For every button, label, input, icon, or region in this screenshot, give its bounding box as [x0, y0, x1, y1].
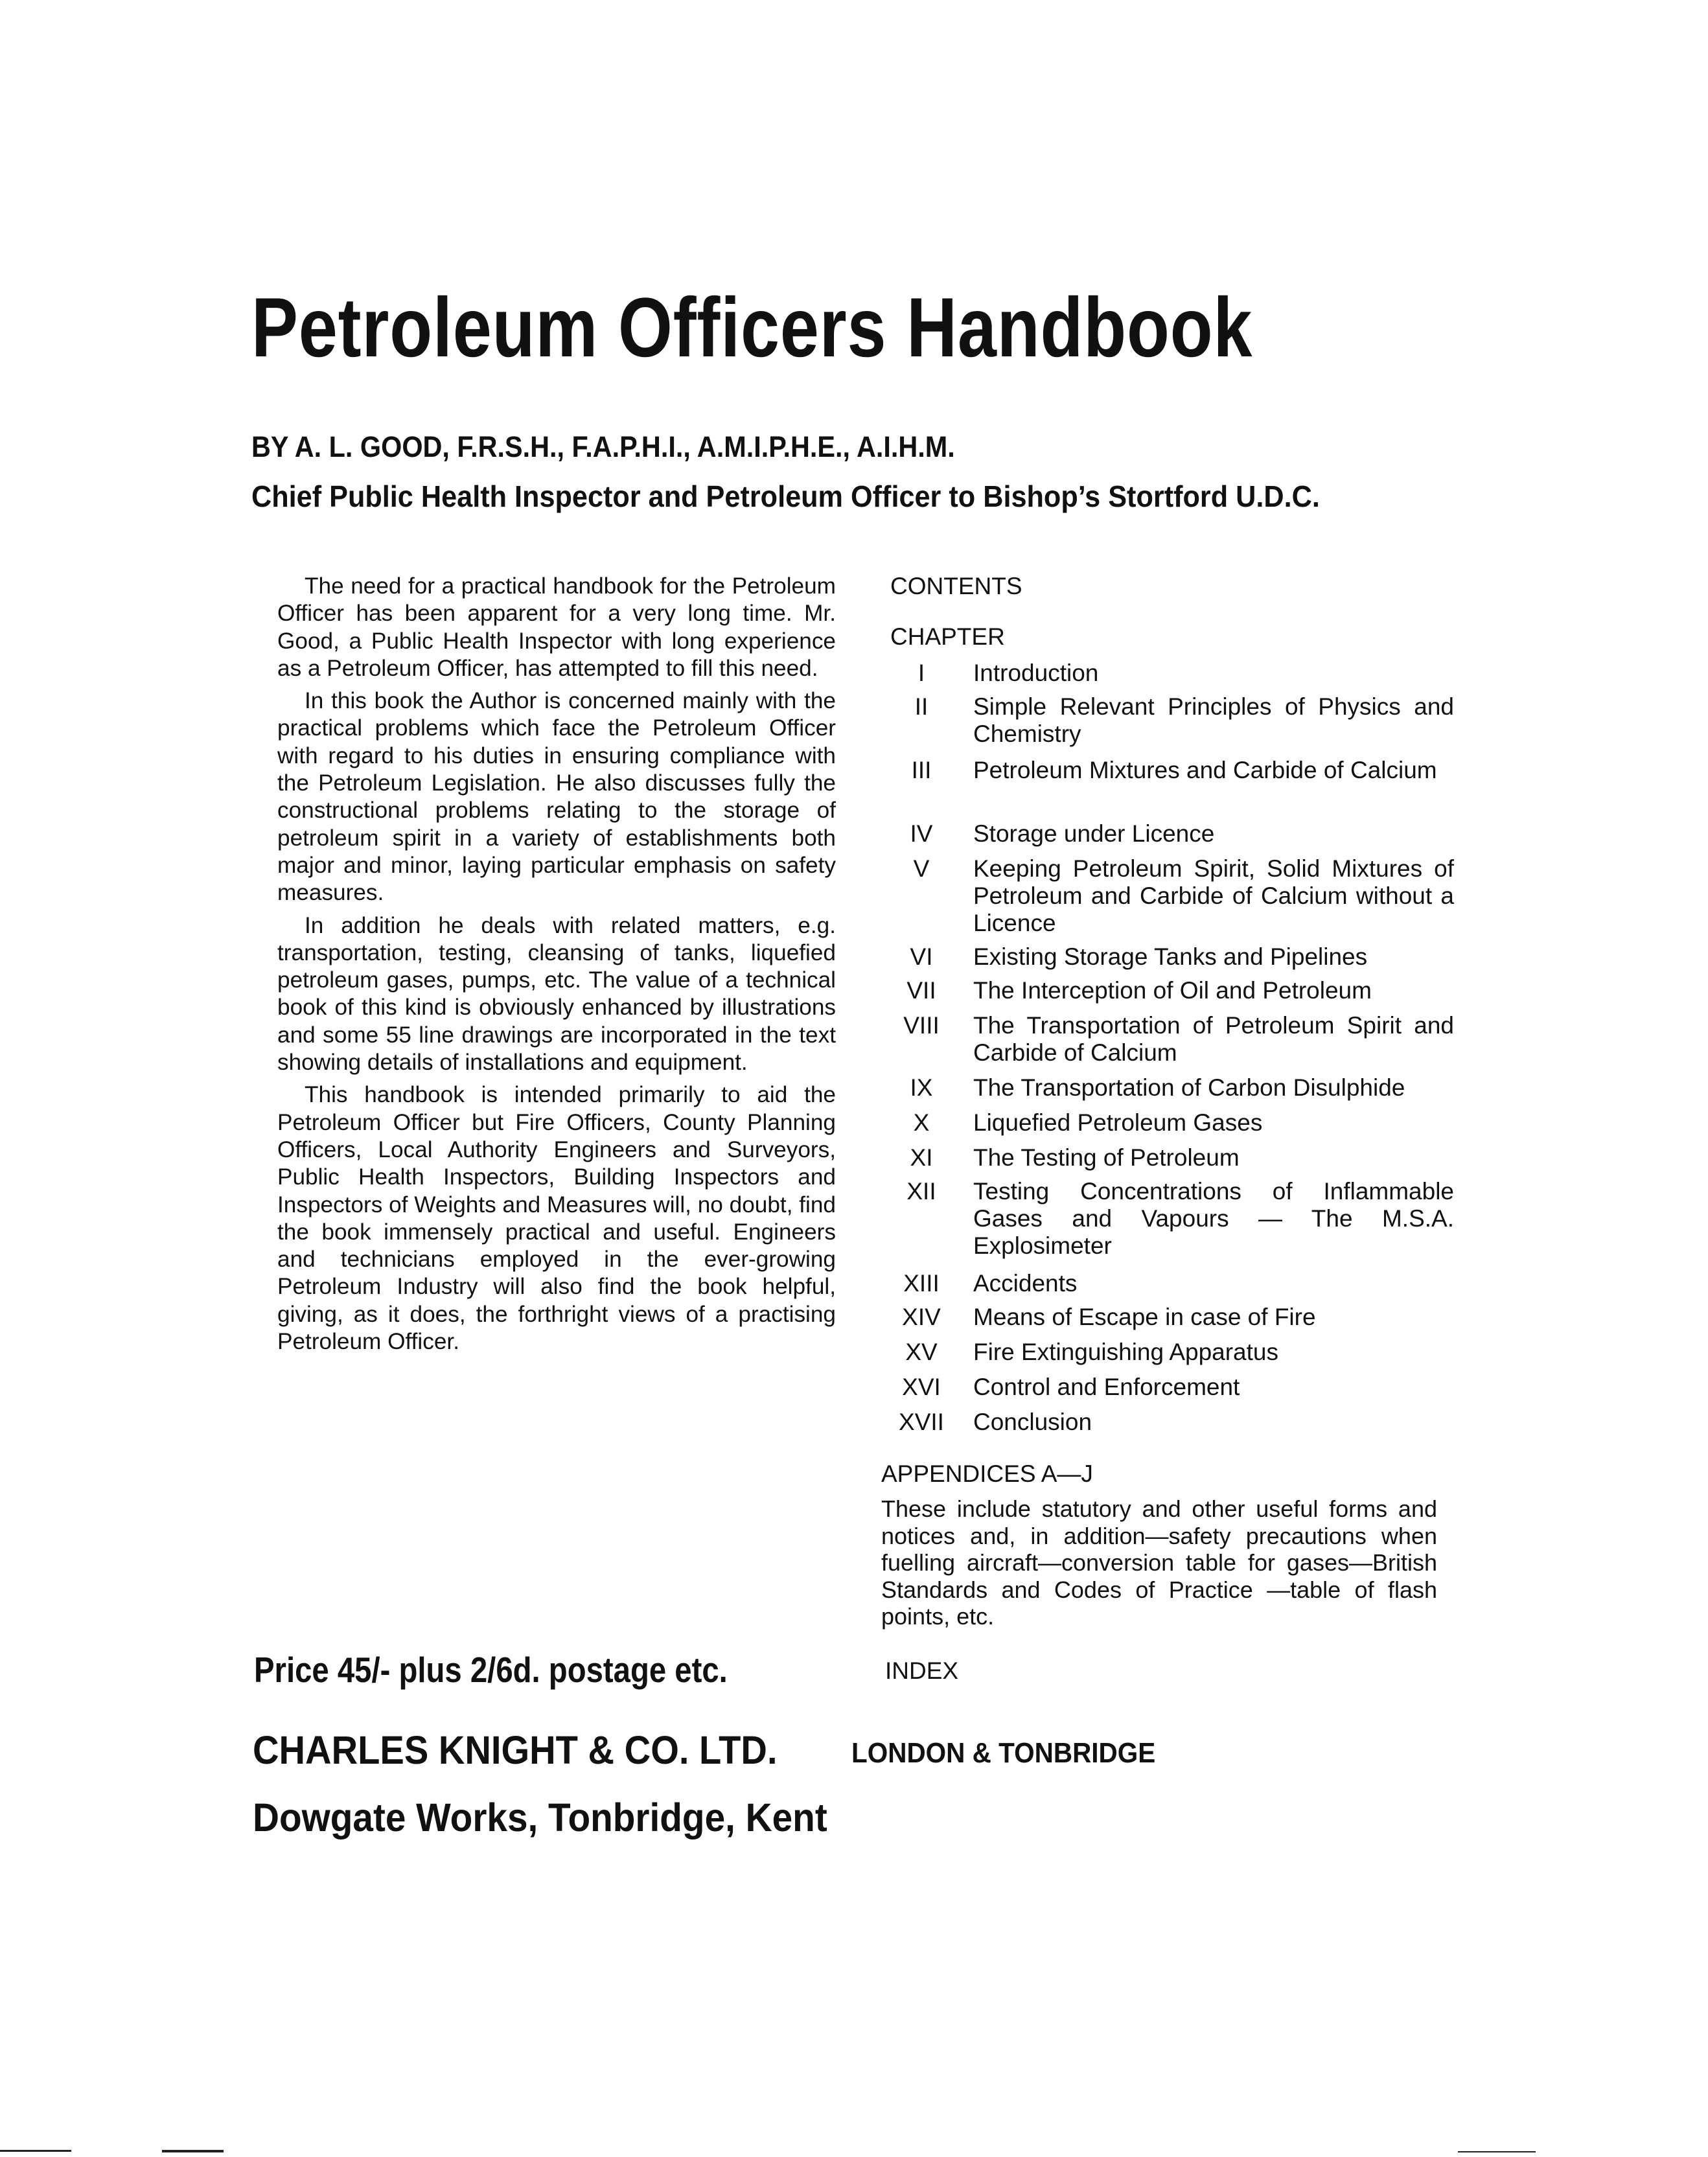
chapter-title: Testing Concentrations of Inflammable Gases and Vapours — The M.S.A. Explosimeter [973, 1178, 1454, 1259]
publisher-address: Dowgate Works, Tonbridge, Kent [253, 1795, 827, 1840]
chapter-title: The Testing of Petroleum [973, 1144, 1240, 1171]
description-paragraph: In this book the Author is concerned mainly with the practical problems which face the Petroleum Officer with regard to his duties in ensuring compliance with the Petroleum Legislation. He also discusses fully the constructional problems relating to the storage of petroleum spirit in a variety of establishments both major and minor, laying particular emphasis on safety measures. [277, 688, 836, 906]
chapter-number: XIII [903, 1270, 940, 1297]
chapter-number: V [913, 855, 930, 882]
chapter-title: The Transportation of Carbon Disulphide [973, 1074, 1405, 1101]
chapter-heading: CHAPTER [890, 623, 1005, 650]
contents-heading: CONTENTS [890, 573, 1022, 599]
chapter-number: XI [910, 1144, 933, 1171]
chapter-title: Accidents [973, 1270, 1078, 1297]
chapter-title: Fire Extinguishing Apparatus [973, 1339, 1278, 1365]
chapter-number: IX [910, 1074, 933, 1101]
chapter-number: IV [910, 820, 933, 847]
chapter-title: Existing Storage Tanks and Pipelines [973, 943, 1368, 970]
author-affiliation: Chief Public Health Inspector and Petroleum Officer to Bishop’s Stortford U.D.C. [251, 479, 1320, 513]
description-paragraph: In addition he deals with related matters, e.g. transportation, testing, cleansing of tanks, liquefied petroleum gases, pumps, etc. The value of a technical book of this kind is obviously enhanced by illustrations and some 55 line drawings are incorporated in the text showing details of installations and equipment. [277, 912, 836, 1076]
appendices-text: These include statutory and other useful forms and notices and, in addition—safety precautions when fuelling aircraft—conversion table for gases—British Standards and Codes of Practice —table of flash points, etc. [881, 1495, 1437, 1630]
author-byline: BY A. L. GOOD, F.R.S.H., F.A.P.H.I., A.M.I.P.H.E., A.I.H.M. [251, 430, 955, 463]
page-title: Petroleum Officers Handbook [251, 280, 1253, 375]
chapter-title: Conclusion [973, 1409, 1092, 1435]
scan-artifact [0, 2150, 71, 2152]
chapter-title: The Interception of Oil and Petroleum [973, 977, 1372, 1004]
scan-artifact [162, 2150, 224, 2152]
chapter-number: XIV [902, 1304, 941, 1330]
chapter-number: XII [906, 1178, 936, 1205]
chapter-title: Control and Enforcement [973, 1374, 1240, 1400]
chapter-title: Petroleum Mixtures and Carbide of Calcium [973, 757, 1437, 783]
chapter-number: XV [905, 1339, 938, 1365]
publisher-name: CHARLES KNIGHT & CO. LTD. [253, 1728, 778, 1772]
chapter-title: Storage under Licence [973, 820, 1215, 847]
chapter-number: III [911, 757, 932, 783]
index-heading: INDEX [885, 1657, 959, 1684]
chapter-number: X [913, 1109, 930, 1136]
appendices-heading: APPENDICES A—J [881, 1460, 1093, 1487]
description-paragraph: This handbook is intended primarily to aid the Petroleum Officer but Fire Officers, County Planning Officers, Local Authority Engineers and Surveyors, Public Health Inspectors, Building Inspectors and Inspectors of Weights and Measures will, no doubt, find the book immensely practical and useful. Engineers and technicians employed in the ever-growing Petroleum Industry will also find the book helpful, giving, as it does, the forthright views of a practising Petroleum Officer. [277, 1082, 836, 1355]
chapter-title: Keeping Petroleum Spirit, Solid Mixtures of Petroleum and Carbide of Calcium without a Licence [973, 855, 1454, 936]
chapter-number: VIII [903, 1012, 940, 1039]
chapter-title: Liquefied Petroleum Gases [973, 1109, 1263, 1136]
chapter-number: I [917, 660, 925, 686]
chapter-title: Simple Relevant Principles of Physics and Chemistry [973, 693, 1454, 747]
chapter-number: VII [906, 977, 936, 1004]
publisher-location: LONDON & TONBRIDGE [851, 1737, 1156, 1769]
chapter-title: Introduction [973, 660, 1099, 686]
description-paragraph: The need for a practical handbook for the Petroleum Officer has been apparent for a very long time. Mr. Good, a Public Health Inspector with long experience as a Petroleum Officer, has attempted to fill this need. [277, 573, 836, 681]
description-column [277, 573, 836, 1361]
scan-artifact [1458, 2151, 1536, 2152]
chapter-number: XVII [899, 1409, 944, 1435]
chapter-number: XVI [902, 1374, 941, 1400]
chapter-title: Means of Escape in case of Fire [973, 1304, 1316, 1330]
chapter-number: VI [910, 943, 933, 970]
chapter-title: The Transportation of Petroleum Spirit and Carbide of Calcium [973, 1012, 1454, 1066]
price-line: Price 45/- plus 2/6d. postage etc. [254, 1650, 728, 1690]
chapter-number: II [914, 693, 929, 720]
